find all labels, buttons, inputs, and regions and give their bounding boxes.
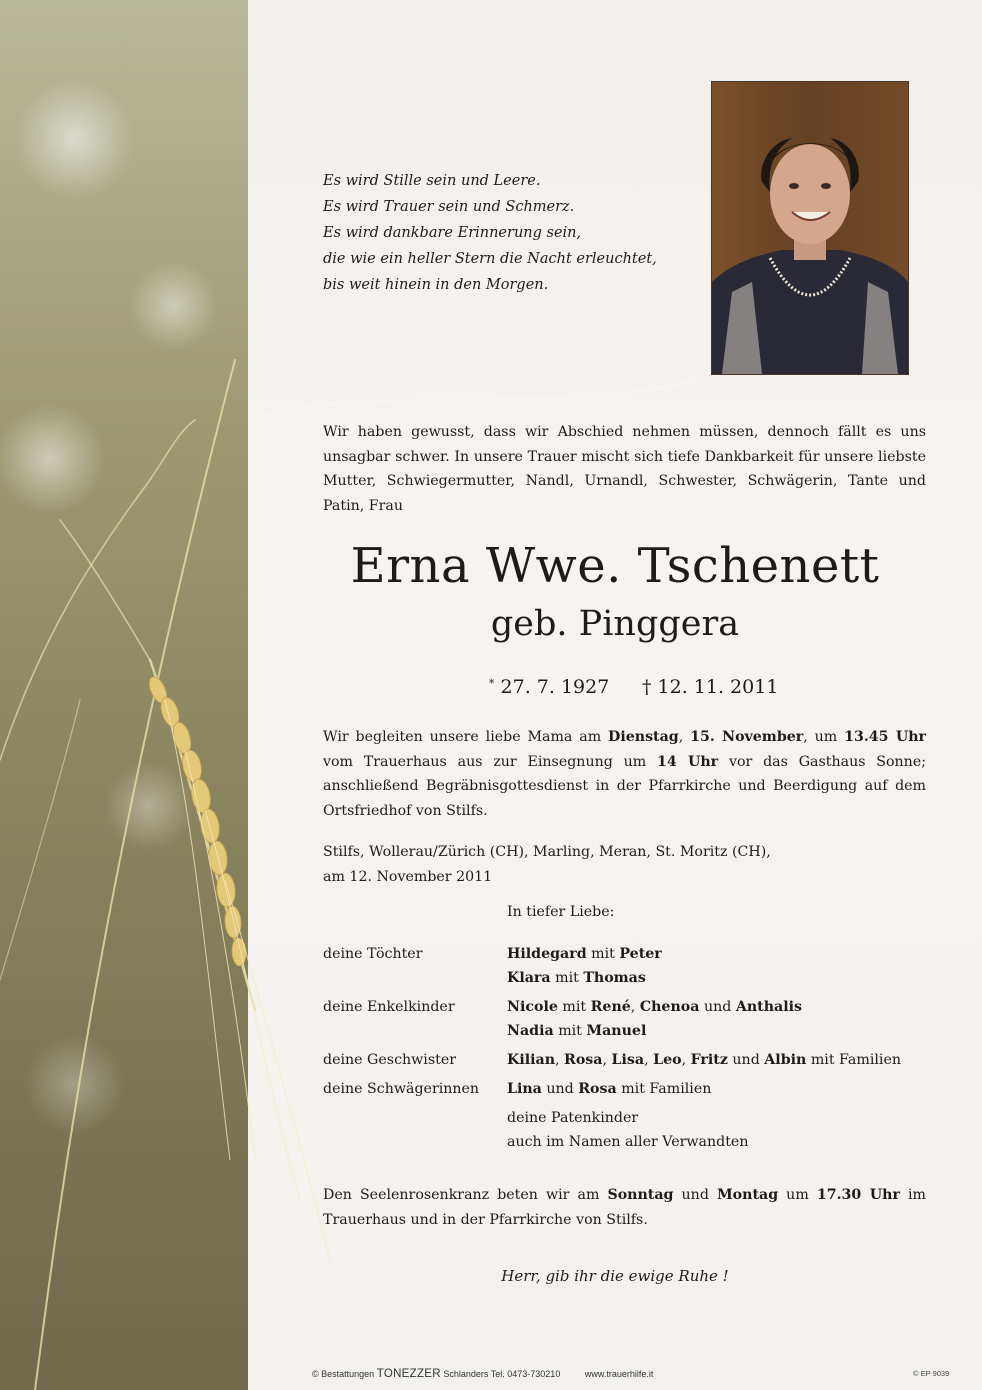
family-names: [507, 942, 662, 966]
name: Manuel: [586, 1023, 647, 1039]
places: Stilfs, Wollerau/Zürich (CH), Marling, Meran, St. Moritz (CH),: [323, 844, 771, 860]
text-run: mit Familien: [810, 1052, 901, 1068]
intro-text: Wir haben gewusst, dass wir Abschied nehmen müssen, dennoch fällt es uns unsagbar schwer. In unsere Trauer mischt sich tiefe Dankbarkeit für unsere liebste Mutter, Schwiegermutter, Nandl, Urnandl, Schwester, Schwägerin, Tante und Patin, Frau: [323, 424, 926, 514]
maiden-name: geb. Pinggera: [490, 604, 740, 644]
name: Fritz: [690, 1052, 728, 1068]
name: Kilian: [507, 1052, 556, 1068]
footer-phone: Tel. 0473-730210: [490, 1369, 561, 1379]
rosary-day: Sonntag: [607, 1187, 674, 1203]
name: Nicole: [507, 999, 558, 1015]
family-names: [507, 1019, 646, 1043]
text-run: mit: [555, 970, 579, 986]
deceased-name: Erna Wwe. Tschenett: [350, 538, 880, 594]
rosary-announcement: [323, 1183, 926, 1232]
text-run: mit: [562, 999, 587, 1015]
rosary-day: Montag: [716, 1187, 779, 1203]
family-label: deine Enkelkinder: [323, 999, 455, 1015]
name: René: [590, 999, 631, 1015]
death-date: [642, 676, 778, 698]
name: Thomas: [583, 970, 646, 986]
text-run: mit: [591, 946, 615, 962]
left-photo-panel: [0, 0, 248, 1390]
text-run: mit Familien: [621, 1081, 712, 1097]
funeral-time: 13.45 Uhr: [844, 729, 926, 745]
poem-line: Es wird Trauer sein und Schmerz.: [323, 199, 575, 215]
birth-symbol: *: [489, 677, 495, 690]
blessing-time: 14 Uhr: [657, 753, 719, 770]
funeral-date: 15. November: [690, 729, 804, 745]
family-names: [507, 966, 646, 990]
funeral-announcement: [323, 725, 926, 823]
portrait-photo: [712, 82, 908, 374]
name: Albin: [764, 1052, 807, 1068]
name: Rosa: [578, 1081, 617, 1097]
funeral-day: Dienstag: [608, 729, 679, 745]
text-run: Den Seelenrosenkranz beten wir am: [323, 1187, 608, 1203]
footer-town: Schlanders: [443, 1369, 489, 1379]
name: Peter: [619, 946, 662, 962]
text-run: vom Trauerhaus aus zur Einsegnung um: [323, 753, 657, 770]
text-run: und: [732, 1052, 760, 1068]
death-date-value: 12. 11. 2011: [657, 676, 779, 698]
poem-line: Es wird Stille sein und Leere.: [323, 173, 541, 189]
footer: [312, 1368, 653, 1380]
name: Lina: [507, 1081, 542, 1097]
family-label: deine Schwägerinnen: [323, 1081, 480, 1097]
text-run: , um: [803, 729, 845, 745]
text-run: um: [778, 1187, 817, 1203]
footer-prefix: © Bestattungen: [312, 1369, 375, 1379]
text-run: und: [546, 1081, 574, 1097]
family-label: deine Töchter: [323, 946, 423, 962]
name: Leo: [653, 1052, 682, 1068]
name: Chenoa: [639, 999, 700, 1015]
poem-line: bis weit hinein in den Morgen.: [323, 277, 549, 293]
godchildren: deine Patenkinder: [507, 1110, 639, 1126]
rosary-time: 17.30 Uhr: [816, 1187, 900, 1203]
family-names: Nicole mit René, Chenoa und Anthalis: [507, 999, 802, 1015]
death-symbol: †: [642, 676, 652, 698]
text-run: mit: [558, 1023, 582, 1039]
text-run: ,: [678, 729, 691, 745]
name: Anthalis: [735, 999, 802, 1015]
family-names: [507, 1077, 711, 1101]
name: Nadia: [507, 1023, 554, 1039]
name: Rosa: [564, 1052, 603, 1068]
poem: [323, 168, 657, 298]
text-run: Wir begleiten unsere liebe Mama am: [323, 729, 609, 745]
poem-line: Es wird dankbare Erinnerung sein,: [323, 225, 582, 241]
text-run: und: [703, 999, 732, 1015]
relatives: auch im Namen aller Verwandten: [507, 1134, 749, 1150]
family-label: deine Geschwister: [323, 1052, 456, 1068]
text-run: im Trauerhaus und in der Pfarrkirche von Stilfs.: [323, 1187, 926, 1228]
name: Lisa: [611, 1052, 645, 1068]
name: Klara: [507, 970, 551, 986]
text-run: vor das Gasthaus Sonne; anschließend Begräbnisgottesdienst in der Pfarrkirche und Beerdigung auf dem Ortsfriedhof von Stilfs.: [323, 753, 926, 819]
birth-date-value: 27. 7. 1927: [500, 676, 610, 698]
name: Hildegard: [507, 946, 587, 962]
closing-prayer: Herr, gib ihr die ewige Ruhe !: [501, 1267, 729, 1285]
print-code: © EP 9039: [913, 1369, 950, 1378]
footer-website: www.trauerhilfe.it: [584, 1369, 654, 1379]
poem-line: die wie ein heller Stern die Nacht erleuchtet,: [323, 251, 657, 267]
birth-date: [489, 676, 609, 698]
text-run: und: [673, 1187, 717, 1203]
place-and-date: [323, 840, 771, 889]
date-line: am 12. November 2011: [323, 868, 493, 885]
footer-brand: TONEZZER: [376, 1368, 441, 1380]
in-love-heading: In tiefer Liebe:: [507, 904, 615, 920]
family-names: Kilian, Rosa, Lisa, Leo, Fritz und Albin mit Familien: [507, 1052, 901, 1068]
